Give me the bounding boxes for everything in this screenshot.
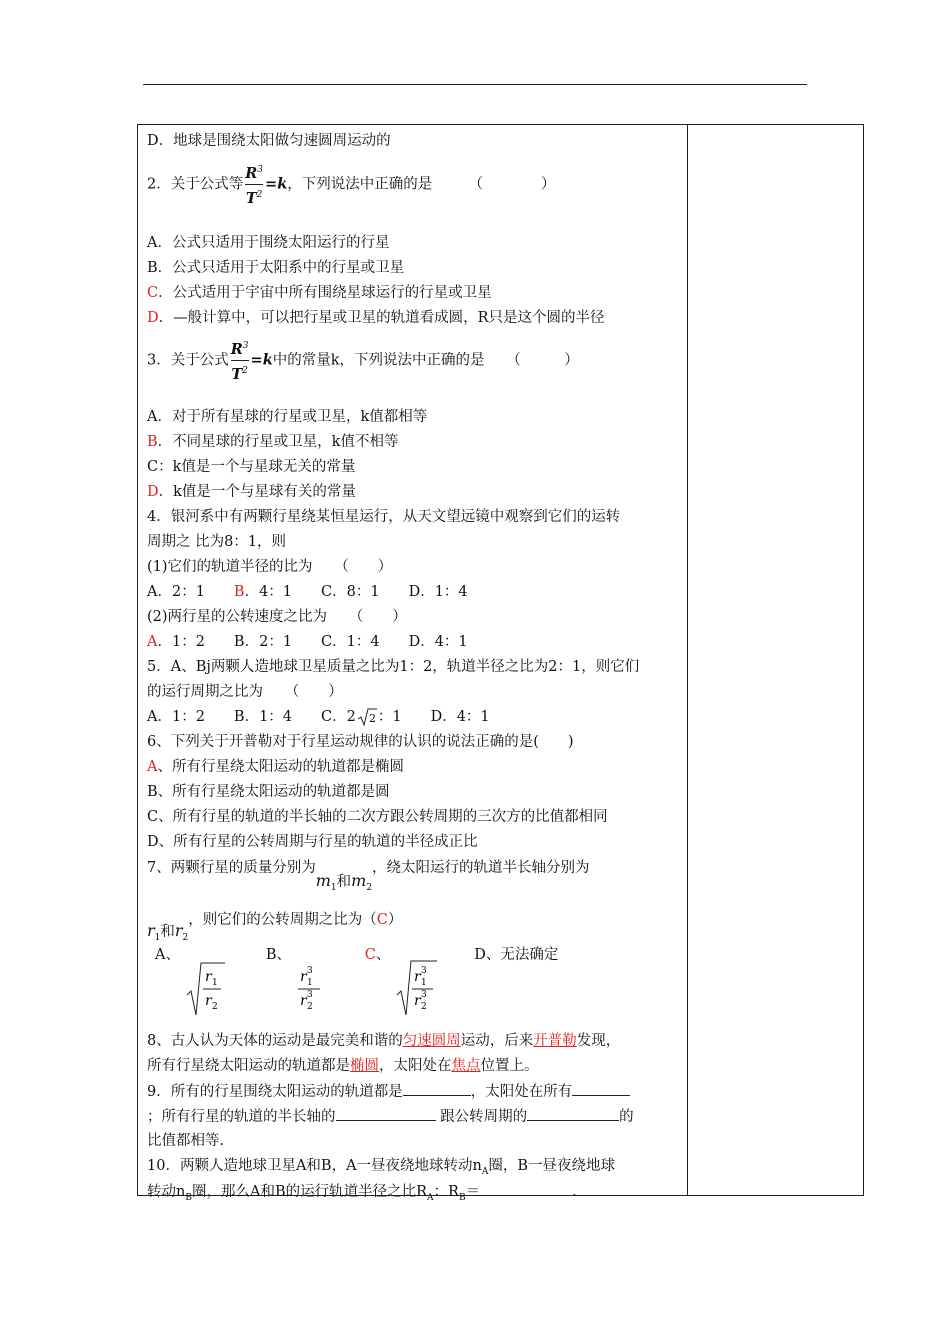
worksheet-table (137, 124, 864, 1203)
svg-text:2: 2 (306, 1002, 313, 1012)
q3-option-c: C：k值是一个与星球无关的常量 (147, 459, 356, 475)
svg-text:2: 2 (211, 1002, 218, 1012)
q4-part1: (1)它们的轨道半径的比为 （ ） (147, 559, 393, 575)
q6-option-d: D、所有行星的公转周期与行星的轨道的半径成正比 (147, 834, 478, 850)
q7-stem: 7、两颗行星的质量分别为$m_1$和$m_2$，绕太阳运行的轨道半长轴分别为 (147, 860, 590, 893)
svg-text:1: 1 (306, 978, 313, 988)
q2-stem: 2．关于公式等 $\frac{R^3}{T^2}$ =k，下列说法中正确的是 （ ） (147, 161, 555, 208)
svg-text:r: r (414, 969, 421, 985)
q3-option-a: A．对于所有星球的行星或卫星，k值都相等 (147, 409, 428, 425)
q9-line1: 9．所有的行星围绕太阳运动的轨道都是 ，太阳处在所有 (147, 1081, 630, 1102)
q2-option-d: D．—般计算中，可以把行星或卫星的轨道看成圆，R只是这个圆的半径 (147, 310, 605, 326)
q5-options: A．1：2 B．1：4 C．2 2 ：1 D．4：1 (147, 709, 490, 725)
option-a-formula (185, 959, 225, 1017)
svg-text:3: 3 (306, 990, 313, 1000)
svg-text:2: 2 (368, 712, 376, 725)
svg-text:r: r (299, 993, 307, 1009)
q9-blank-3[interactable] (336, 1106, 436, 1121)
q8-line1: 8、古人认为天体的运动是最完美和谐的匀速圆周运动，后来开普勒发现， (147, 1033, 621, 1049)
q6-option-b: B、所有行星绕太阳运动的轨道都是圆 (147, 784, 390, 800)
q6-stem: 6、下列关于开普勒对于行星运动规律的认识的说法正确的是( ) (147, 734, 574, 750)
q4-stem-line2: 周期之 比为8：1，则 (147, 534, 287, 550)
svg-text:r: r (299, 969, 307, 985)
q4-part1-options: A．2：1 B．4：1 C．8：1 D．1：4 (147, 584, 468, 600)
column-divider (687, 125, 688, 1195)
svg-text:1: 1 (421, 978, 427, 988)
sqrt-symbol (357, 707, 377, 727)
q5-stem-line1: 5．A、Bj两颗人造地球卫星质量之比为1：2，轨道半径之比为2：1，则它们 (147, 659, 640, 675)
q10-line2: 转动$n_B$圈，那么A和B的运行轨道半径之比$R_A$：$R_B=$ . (147, 1181, 577, 1208)
q6-option-c: C、所有行星的轨道的半长轴的二次方跟公转周期的三次方的比值都相同 (147, 809, 608, 825)
q4-part2-options: A．1：2 B．2：1 C．1：4 D．4：1 (147, 634, 468, 650)
q6-option-a: A、所有行星绕太阳运动的轨道都是椭圆 (147, 759, 404, 775)
q3-stem: 3．关于公式 $\frac{R^3}{T^2}$ =k中的常量k，下列说法中正确的是 （ ） (147, 337, 579, 384)
q9-line2: ；所有行星的轨道的半长轴的 跟公转周期的 的 (147, 1106, 634, 1127)
q8-line2: 所有行星绕太阳运动的轨道都是椭圆，太阳处在焦点位置上。 (147, 1058, 539, 1074)
header-rule (143, 84, 807, 85)
q1-option-d: D．地球是围绕太阳做匀速圆周运动的 (147, 133, 391, 149)
svg-text:r: r (414, 993, 421, 1009)
svg-text:2: 2 (421, 1002, 427, 1012)
svg-text:r: r (204, 993, 212, 1009)
svg-text:1: 1 (211, 978, 218, 988)
svg-text:3: 3 (306, 966, 313, 976)
q4-part2: (2)两行星的公转速度之比为 （ ） (147, 609, 407, 625)
q5-stem-line2: 的运行周期之比为 （ ） (147, 684, 343, 700)
svg-text:r: r (204, 969, 212, 985)
q2-formula: $\frac{R^3}{T^2}$ (245, 164, 264, 207)
svg-text:3: 3 (421, 966, 427, 976)
q9-line3: 比值都相等. (147, 1133, 225, 1149)
q2-option-a: A．公式只适用于围绕太阳运行的行星 (147, 235, 390, 251)
q3-option-b: B．不同星球的行星或卫星，k值不相等 (147, 434, 399, 450)
q3-option-d: D．k值是一个与星球有关的常量 (147, 484, 356, 500)
q4-stem-line1: 4．银河系中有两颗行星绕某恒星运行，从天文望远镜中观察到它们的运转 (147, 509, 621, 525)
q9-blank-1[interactable] (403, 1081, 471, 1096)
q9-blank-2[interactable] (572, 1081, 630, 1096)
option-b-formula (296, 959, 326, 1017)
q9-blank-4[interactable] (527, 1106, 619, 1121)
q10-line1: 10．两颗人造地球卫星A和B，A一昼夜绕地球转动$n_A$圈，B一昼夜绕地球 (147, 1158, 616, 1177)
svg-text:3: 3 (421, 990, 427, 1000)
q10-blank[interactable] (480, 1181, 572, 1196)
q2-option-b: B．公式只适用于太阳系中的行星或卫星 (147, 260, 405, 276)
option-c-formula (395, 959, 437, 1017)
q7-stem-line2: $r_1$和$r_2$，则它们的公转周期之比为（C） (147, 912, 403, 943)
q3-formula: $\frac{R^3}{T^2}$ (230, 340, 249, 383)
q7-options: A、 r 1 r 2 B、 r 3 1 r 3 2 C、 r 3 1 r 3 2 D、无法确定 (155, 959, 558, 1019)
q2-option-c: C．公式适用于宇宙中所有围绕星球运行的行星或卫星 (147, 285, 492, 301)
